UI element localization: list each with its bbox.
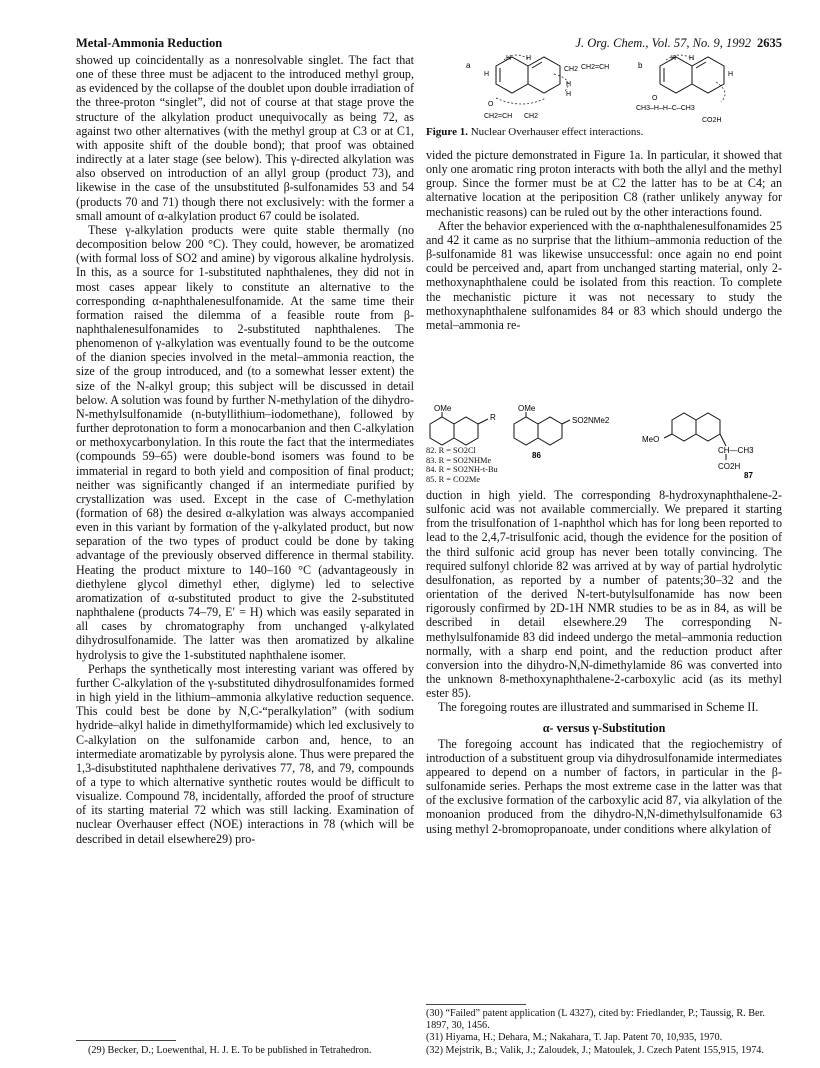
svg-text:CH2: CH2 (524, 113, 539, 120)
figure-caption-text: Nuclear Overhauser effect interactions. (470, 126, 644, 138)
compound-83: 83. R = SO2NHMe (426, 455, 492, 465)
compound-82: 82. R = SO2Cl (426, 446, 476, 455)
compound-85: 85. R = CO2Me (426, 474, 481, 484)
paragraph: showed up coincidentally as a nonresolvable singlet. The fact that one of these three must be adjacent to the introduced methyl group, as evidenced by the collapse of the doublet upon double irradiation of the three-proton “singlet”, did not of course at that stage prove the structure of the alkylation product unequivocally as being 72, as against two other alternatives (with the methyl group at C3 or at C1, with apposite shift of the double bond); that proof was obtained indirectly at a later stage (see below). This γ-directed alkylation was also observed on introduction of an allyl group (product 73), and likewise in the case of the unsubstituted β-sulfonamides 53 and 54 (products 70 and 71) though there not exclusively: with the former a small amount of α-alkylation product 67 could be isolated. (76, 53, 414, 223)
figure-caption (426, 126, 643, 138)
svg-text:CH—CH3: CH—CH3 (718, 446, 754, 455)
naphthalene-86 (514, 412, 570, 445)
compound-84: 84. R = SO2NH-t-Bu (426, 465, 498, 475)
svg-text:CO2H: CO2H (702, 117, 722, 124)
paragraph: These γ-alkylation products were quite stable thermally (no decomposition below 200 °C). They could, however, be aromatized (with formal loss of SO2 and amine) by vigorous alkaline hydrolysis. In this, as a source for 1-substituted naphthalenes, they did not in most cases appear likely to constitute an alternative to the corresponding α-naphthalenesulfonamide. At the same time their formation raised the dilemma of a feasible route from β-naphthalenesulfonamides to 2-substituted naphthalenes. The phenomenon of γ-alkylation was eventually found to be the outcome of the dianion species involved in the metal–ammonia reaction, the size of the group introduced, and (to a somewhat lesser extent) the size of the N-alkyl group; this subject will be discussed in detail below. A solution was found by further N-methylation of the dihydro-N-methylsulfonamide (n-butyllithium–iodomethane), followed by further deprotonation to form a monocarbanion and then C-alkylation or methoxycarbonylation. In this route the fact that the intermediates (compounds 59–65) were double-bond isomers was found to be immaterial in regard to both yield and composition of final product; neither was significantly changed if an intermediate purified by crystallization was used. Except in the case of C-methylation (formation of 68) the desired α-alkylation was always accompanied even in this variant by formation of the γ-alkylated product, but now separation of the two types of product could be done by taking advantage of the previously observed difference in thermal stability. Heating the product mixture to 140–160 °C (advantageously in diethylene glycol dimethyl ether, diglyme) led to selective aromatization of α-substituted product to give the 2-substituted naphthalene (products 74–79, E′ = H) which was easily separated in all cases by chromatography from unchanged γ-alkylated dihydrosulfonamide. The latter was then aromatized by alkaline hydrolysis to give the 1-substituted naphthalene isomer. (76, 222, 414, 662)
journal-citation: J. Org. Chem., Vol. 57, No. 9, 1992 (575, 36, 751, 50)
svg-text:H: H (484, 71, 490, 78)
svg-text:CH2=CH: CH2=CH (484, 113, 513, 120)
figure-label: Figure 1. (426, 126, 468, 138)
paragraph: After the behavior experienced with the α-naphthalenesulfonamides 25 and 42 it came as no surprise that the lithium–ammonia reduction of the β-sulfonamide 81 was likewise unsuccessful: once again no end point could be perceived and, apart from unchanged starting material, only 2-methoxynaphthalene could be isolated from this reaction. To complete the mechanistic picture it was not necessary to study the methoxynaphthalene sulfonamides 84 or 83 which should undergo the metal–ammonia re- (426, 218, 782, 332)
footnote-rule-right (426, 1004, 526, 1005)
right-column-bottom (426, 488, 782, 836)
paragraph: vided the picture demonstrated in Figure 1a. In particular, it showed that only one aromatic ring proton interacts with both the allyl and the methyl group. Since the former must be at C2 the latter has to be at C4; an alternative location at the periposition C8 (rather unlikely anyway for mechanistic reasons) can be ruled out by the other interactions found. (426, 148, 782, 219)
svg-text:CH2=CH: CH2=CH (581, 64, 610, 71)
footnote-31: (31) Hiyama, H.; Dehara, M.; Nakahara, T. Jap. Patent 70, 10,935, 1970. (426, 1032, 723, 1044)
svg-text:H: H (566, 81, 572, 88)
svg-text:CH2: CH2 (564, 66, 579, 73)
panel-a-label: a (466, 61, 471, 70)
svg-text:H: H (671, 55, 677, 62)
page-number: 2635 (757, 36, 782, 50)
svg-text:R: R (490, 413, 496, 422)
noe-arrows-a (496, 55, 568, 104)
naphthalene-a (496, 57, 560, 93)
svg-text:H: H (689, 55, 695, 62)
footnote-rule-left (76, 1040, 176, 1041)
svg-text:H: H (506, 55, 512, 62)
figure-1-structures (426, 52, 782, 128)
panel-b-label: b (638, 61, 643, 70)
svg-text:H: H (526, 55, 532, 62)
svg-text:OMe: OMe (518, 404, 536, 413)
running-head-left: Metal-Ammonia Reduction (76, 36, 223, 50)
compound-list (426, 446, 498, 484)
svg-text:O: O (652, 95, 658, 102)
right-column-top (426, 148, 782, 332)
footnote-30: (30) “Failed” patent application (L 4327), cited by: Friedlander, P.; Taussig, R. Ber. 1897, 30, 1456. (426, 1008, 765, 1031)
svg-text:MeO: MeO (642, 435, 660, 444)
naphthalene-b (660, 57, 724, 93)
paragraph: Perhaps the synthetically most interesting variant was offered by further C-alkylation of the γ-substituted dihydrosulfonamides formed in high yield in the lithium–ammonia alkylative reduction sequence. This could best be done by N,C-“peralkylation” (with sodium hydride–alkyl halide in dimethylformamide) which led exclusively to C-alkylation on the sulfonamide carbon and, hence, to an intermediate aromatizable by pyrolysis alone. Thus were prepared the 1,3-disubstituted naphthalene derivatives 77, 78, and 79, compounds of a type to which alternative synthetic routes would be difficult to visualize. Compound 78, incidentally, afforded the proof of structure of its starting material 72 which was still lacking. Examination of nuclear Overhauser effect (NOE) interactions in 78 (which will be described in detail elsewhere29) pro- (76, 661, 414, 846)
svg-text:H: H (566, 91, 572, 98)
svg-text:86: 86 (532, 451, 541, 460)
svg-text:87: 87 (744, 471, 753, 478)
svg-text:OMe: OMe (434, 404, 452, 413)
svg-text:H: H (728, 71, 734, 78)
footnote-32: (32) Mejstrik, B.; Valik, J.; Zaloudek, J.; Matoulek, J. Czech Patent 155,915, 1974. (426, 1044, 764, 1056)
svg-text:SO2NMe2: SO2NMe2 (572, 416, 610, 425)
footnotes-right (426, 1008, 782, 1057)
paragraph: duction in high yield. The corresponding 8-hydroxynaphthalene-2-sulfonic acid was not available commercially. We prepared it starting from the trisulfonation of 1-naphthol which has for long been reported to lead to the 2,4,7-trisulfonic acid, though the evidence for the position of the third sulfonic acid group has never been totally convincing. The required sulfonyl chloride 82 was arrived at by way of partial hydrolytic desulfonation, as reported by a number of patents;30–32 and the orientation of the derived N-tert-butylsulfonamide has now been rigorously confirmed by 2D-1H NMR studies to be as in 84, as will be described in detail elsewhere.29 The corresponding N-methylsulfonamide 83 did indeed undergo the metal–ammonia reduction normally, with a sharp end point, and the reduction product after conversion into the dihydro-N,N-dimethylamide 86 was converted into the unknown 8-methoxynaphthalene-2-carboxylic acid (as its methyl ester 85). (426, 488, 782, 701)
naphthalene-82 (430, 412, 488, 445)
paragraph: The foregoing account has indicated that the regiochemistry of introduction of a substituent group via dihydrosulfonamide intermediates appeared to depend on a number of factors, in particular in the β-sulfonamide series. Perhaps the most extreme case in the latter was that of the exclusive formation of the carboxylic acid 87, via alkylation of the monoanion produced from the dihydro-N,N-dimethylsulfonamide 63 using methyl 2-bromopropanoate, under conditions where alkylation of (426, 736, 782, 836)
footnote-29: (29) Becker, D.; Loewenthal, H. J. E. To be published in Tetrahedron. (88, 1045, 372, 1056)
svg-text:CO2H: CO2H (718, 462, 741, 471)
svg-text:CH3–H–H–C–CH3: CH3–H–H–C–CH3 (636, 105, 695, 112)
paragraph: The foregoing routes are illustrated and summarised in Scheme II. (438, 700, 759, 715)
footnotes-left (88, 1045, 418, 1058)
running-head-right (575, 36, 782, 51)
left-column (76, 53, 414, 846)
naphthalene-87 (664, 413, 726, 460)
svg-text:O: O (488, 101, 494, 108)
section-heading: α- versus γ-Substitution (542, 720, 666, 735)
